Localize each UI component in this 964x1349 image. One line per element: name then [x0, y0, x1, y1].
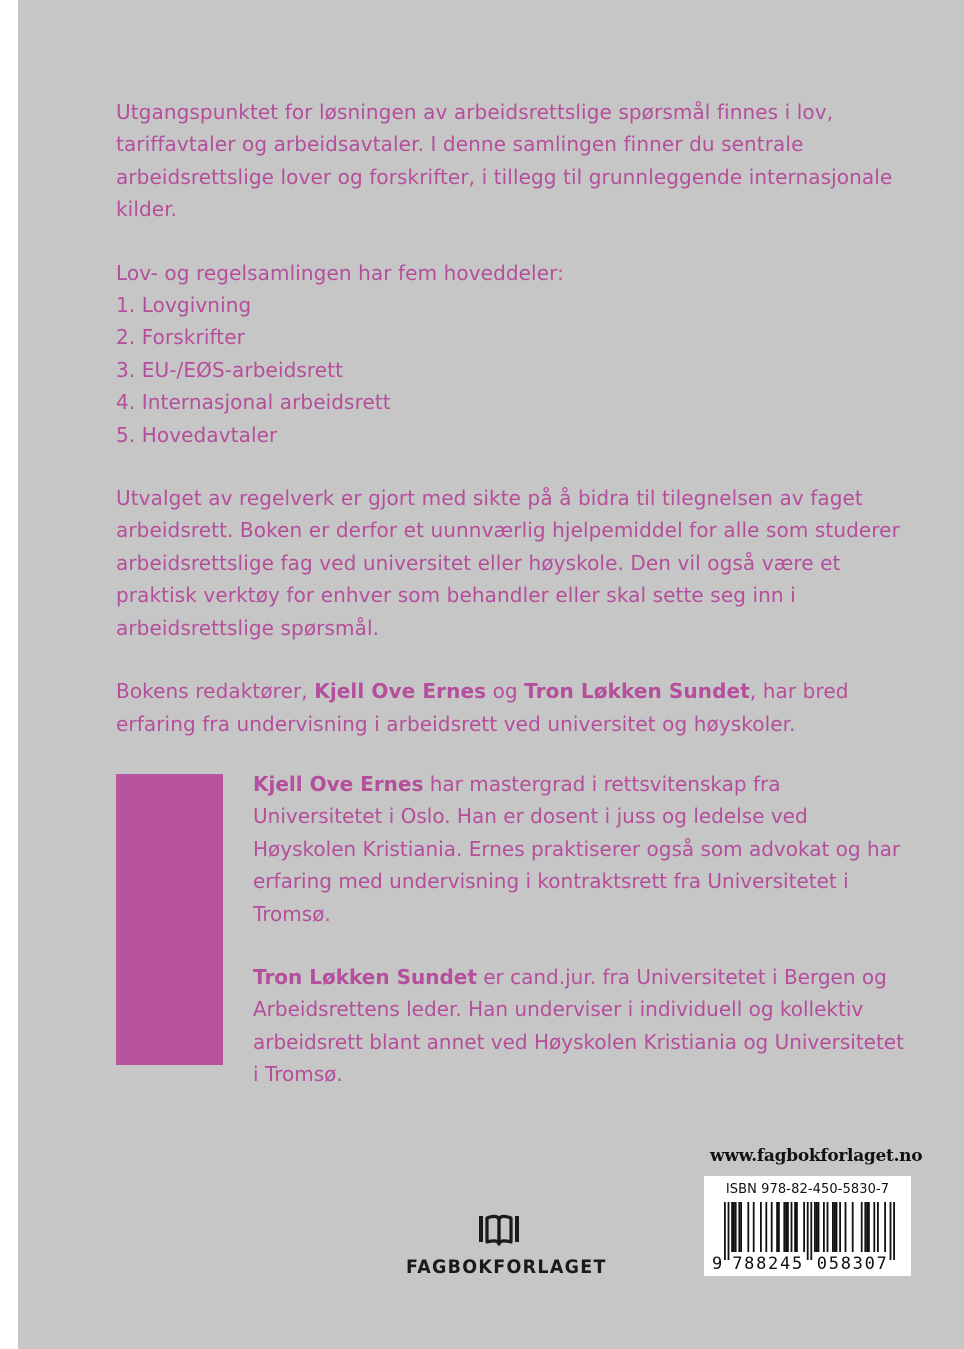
- barcode-bar: [877, 1202, 879, 1252]
- barcode-bar: [823, 1202, 825, 1252]
- barcode-bar: [832, 1202, 834, 1252]
- barcode-bar: [861, 1202, 863, 1252]
- list-item: 4. Internasjonal arbeidsrett: [116, 390, 391, 415]
- barcode-guard-bar: [810, 1202, 812, 1260]
- author-name: Tron Løkken Sundet: [253, 965, 477, 990]
- barcode-guard-bar: [728, 1202, 730, 1260]
- parts-heading: Lov- og regelsamlingen har fem hoveddeler:: [116, 260, 564, 285]
- barcode-guard-bar: [724, 1202, 726, 1260]
- barcode-bar: [785, 1202, 787, 1252]
- barcode-bar: [866, 1202, 868, 1252]
- author-bios: [253, 768, 913, 1091]
- editors-suffix: , har bred erfaring fra undervisning i arbeidsrett ved universitet og høyskoler.: [116, 679, 849, 736]
- author-bio-text: er cand.jur. fra Universitetet i Bergen og Arbeidsrettens leder. Han underviser i individuell og kollektiv arbeidsrett blant annet ved Høyskolen Kristiania og Universitetet i Tromsø.: [253, 965, 904, 1087]
- barcode-bar: [760, 1202, 762, 1252]
- editor-name-1: Kjell Ove Ernes: [314, 679, 487, 704]
- barcode-bar: [783, 1202, 785, 1252]
- barcode-right-digits: 058307: [816, 1254, 887, 1272]
- barcode-bar: [864, 1202, 866, 1252]
- publisher-website: www.fagbokforlaget.no: [710, 1146, 923, 1166]
- barcode-bar: [776, 1202, 778, 1252]
- selection-paragraph: Utvalget av regelverk er gjort med sikte på å bidra til tilegnelsen av faget arbeidsrett. Boken er derfor et uunnværlig hjelpemiddel for alle som studerer arbeidsrettslige fag ved universitet eller høyskole. Den vil også være et praktisk verktøy for enhver som behandler eller skal sette seg inn i arbeidsrettslige spørsmål.: [116, 486, 900, 640]
- author-bio: [253, 961, 913, 1091]
- description-block: [116, 96, 916, 740]
- barcode-bar: [794, 1202, 796, 1252]
- barcode-bar: [814, 1202, 816, 1252]
- barcode-bar: [771, 1202, 773, 1252]
- publisher-name: FAGBOKFORLAGET: [406, 1256, 607, 1278]
- barcode-bar: [735, 1202, 737, 1252]
- barcode-bar: [836, 1202, 838, 1252]
- author-bio-text: har mastergrad i rettsvitenskap fra Universitetet i Oslo. Han er dosent i juss og ledelse ved Høyskolen Kristiania. Ernes praktiserer også som advokat og har erfaring med undervisning i kontraktsrett fra Universitetet i Tromsø.: [253, 772, 901, 926]
- accent-bar: [116, 774, 223, 1065]
- publisher-logo: [398, 1214, 607, 1284]
- barcode-bar: [803, 1202, 805, 1252]
- book-logo-icon: [478, 1214, 520, 1246]
- editors-prefix: Bokens redaktører,: [116, 679, 315, 704]
- barcode-bar: [738, 1202, 740, 1252]
- editor-name-2: Tron Løkken Sundet: [524, 679, 750, 704]
- barcode-bar: [873, 1202, 875, 1252]
- barcode-bar: [747, 1202, 749, 1252]
- back-cover: [18, 0, 964, 1349]
- list-item: 1. Lovgivning: [116, 293, 252, 318]
- barcode-left-digits: 788245: [732, 1254, 803, 1272]
- barcode-bar: [731, 1202, 733, 1252]
- barcode-bar: [884, 1202, 886, 1252]
- editors-paragraph: [116, 675, 916, 740]
- list-item: 3. EU-/EØS-arbeidsrett: [116, 357, 344, 382]
- barcode-bar: [845, 1202, 847, 1252]
- barcode: [704, 1176, 911, 1276]
- barcode-bar: [778, 1202, 780, 1252]
- barcode-bar: [816, 1202, 818, 1252]
- barcode-bar: [852, 1202, 854, 1252]
- barcode-bar: [753, 1202, 755, 1252]
- barcode-bar: [827, 1202, 829, 1252]
- barcode-bar: [787, 1202, 789, 1252]
- barcode-bar: [791, 1202, 793, 1252]
- list-item: 2. Forskrifter: [116, 325, 245, 350]
- barcode-guard-bar: [893, 1202, 895, 1260]
- barcode-first-digit: 9: [712, 1254, 723, 1272]
- barcode-guard-bar: [890, 1202, 892, 1260]
- intro-paragraph: Utgangspunktet for løsningen av arbeidsrettslige spørsmål finnes i lov, tariffavtaler og arbeidsavtaler. I denne samlingen finner du sentrale arbeidsrettslige lover og forskrifter, i tillegg til grunnleggende internasjonale kilder.: [116, 100, 893, 222]
- parts-list: [116, 289, 916, 451]
- list-item: 5. Hovedavtaler: [116, 422, 278, 447]
- barcode-bar: [818, 1202, 820, 1252]
- barcode-guard-bar: [807, 1202, 809, 1260]
- barcode-bar: [733, 1202, 735, 1252]
- author-bio: [253, 768, 913, 930]
- barcode-bar: [868, 1202, 870, 1252]
- barcode-bar: [740, 1202, 742, 1252]
- isbn-label: ISBN 978-82-450-5830-7: [725, 1182, 890, 1197]
- author-name: Kjell Ove Ernes: [253, 772, 424, 796]
- barcode-bar: [765, 1202, 767, 1252]
- editors-joiner: og: [486, 679, 525, 704]
- barcode-bar: [839, 1202, 841, 1252]
- barcode-bar: [796, 1202, 798, 1252]
- barcode-graphic: [710, 1202, 905, 1272]
- barcode-bar: [834, 1202, 836, 1252]
